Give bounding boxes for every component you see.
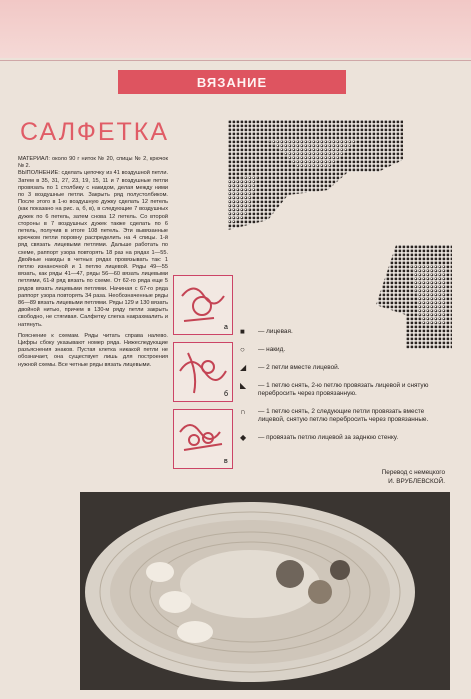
chart-legend — [240, 328, 452, 452]
translation-credit — [382, 468, 445, 486]
instructions-paragraph: ВЫПОЛНЕНИЕ: сделать цепочку из 41 воздушной петли. Затем в 35, 31, 27, 23, 19, 15, 11 и 7 воздушные петли провязать по 1 столбику с накидом, делая между ними по 3 воздушные петли. Закрыть ряд полустолбиком. После этого в 1-ю воздушную дужку сделать 12 петель (как показано на рис. а, б, в), в следующие 7 воздушных дужек по 6 петель, затем снова 12 петель. Со второй стороны в 7 воздушных дужек также сделать по 6 петель, получив в итоге 108 петель. Эти вывязанные крючком петли поровну распределить на 4 спицы. 1-й ряд связать лицевыми петлями. Дальше работать по схеме, раппорт узора повторять 18 раз на рядах 1—55. Двойные накиды в четных рядах провязывать так: 1 петлю изнаночной и 1 петлю лицевой. Ряды 49—55 вязать, как ряды 41—47, ряды 56—60 вязать лицевыми петлями, 61-й ряд вязать по схеме. От 62-го ряда еще 5 рядов вязать лицевыми петлями. Начиная с 67-го ряда раппорт узора повторять 34 раза. Необозначенные ряды 86—89 вязать лицевыми петлями. Ряды 129 и 130 вязать двойной нитью, причем в 130-м ряду петли закрыть свободно, не стягивая. Салфетку слегка накрахмалить и натянуть. — [18, 170, 168, 328]
legend-text: — 1 петлю снять, 2-ю петлю провязать лицевой и снятую перебросить через провязанную. — [258, 382, 429, 397]
k2tog-icon: ◢ — [240, 363, 247, 372]
legend-text: — провязать петлю лицевой за заднюю стенку. — [258, 434, 399, 441]
legend-row — [240, 382, 452, 398]
legend-row — [240, 328, 452, 336]
intro-text — [18, 156, 168, 369]
slip-knit-pass-icon: ◣ — [240, 381, 247, 390]
step-label: а — [224, 324, 228, 331]
legend-text: — 2 петли вместе лицевой. — [258, 364, 340, 371]
knitting-chart-top — [228, 120, 403, 240]
yarn-over-icon: ○ — [240, 345, 245, 354]
step-label: б — [224, 391, 229, 398]
legend-text: — лицевая. — [258, 328, 293, 335]
crochet-step-illustrations — [173, 275, 235, 476]
credit-line-2: И. ВРУБЛЕВСКОЙ. — [388, 478, 445, 485]
section-header — [118, 70, 346, 94]
chart-explanation-paragraph: Пояснение к схемам. Ряды читать справа налево. Цифры сбоку указывают номер ряда. Нижеследующие разъяснения знаков. Пустая клетка никакой петли не обозначает, она существует лишь для построения нужной схемы. Все четные ряды вязать лицевыми. — [18, 332, 168, 368]
step-label: в — [224, 458, 228, 465]
legend-text: — накид. — [258, 346, 286, 353]
legend-row — [240, 434, 452, 442]
knit-tbl-icon: ◆ — [240, 433, 247, 442]
crochet-step-b-illustration — [173, 342, 233, 402]
credit-line-1: Перевод с немецкого — [381, 469, 445, 476]
page-title: САЛФЕТКА — [20, 118, 170, 146]
section-header-label: ВЯЗАНИЕ — [196, 74, 268, 90]
legend-row — [240, 408, 452, 424]
legend-row — [240, 346, 452, 354]
double-decrease-icon: ∩ — [240, 407, 246, 416]
legend-text: — 1 петлю снять, 2 следующие петли провязать вместе лицевой, снятую петлю перебросить через провязанные. — [258, 408, 429, 423]
legend-row — [240, 364, 452, 372]
doily-photo — [80, 492, 450, 690]
materials-paragraph: МАТЕРИАЛ: около 90 г ниток № 20, спицы № 2, крючок № 2. — [18, 156, 168, 170]
crochet-step-a-illustration — [173, 275, 233, 335]
top-decorative-band — [0, 0, 471, 58]
divider — [0, 60, 471, 61]
crochet-step-c-illustration — [173, 409, 233, 469]
knit-stitch-icon: ■ — [240, 327, 245, 336]
